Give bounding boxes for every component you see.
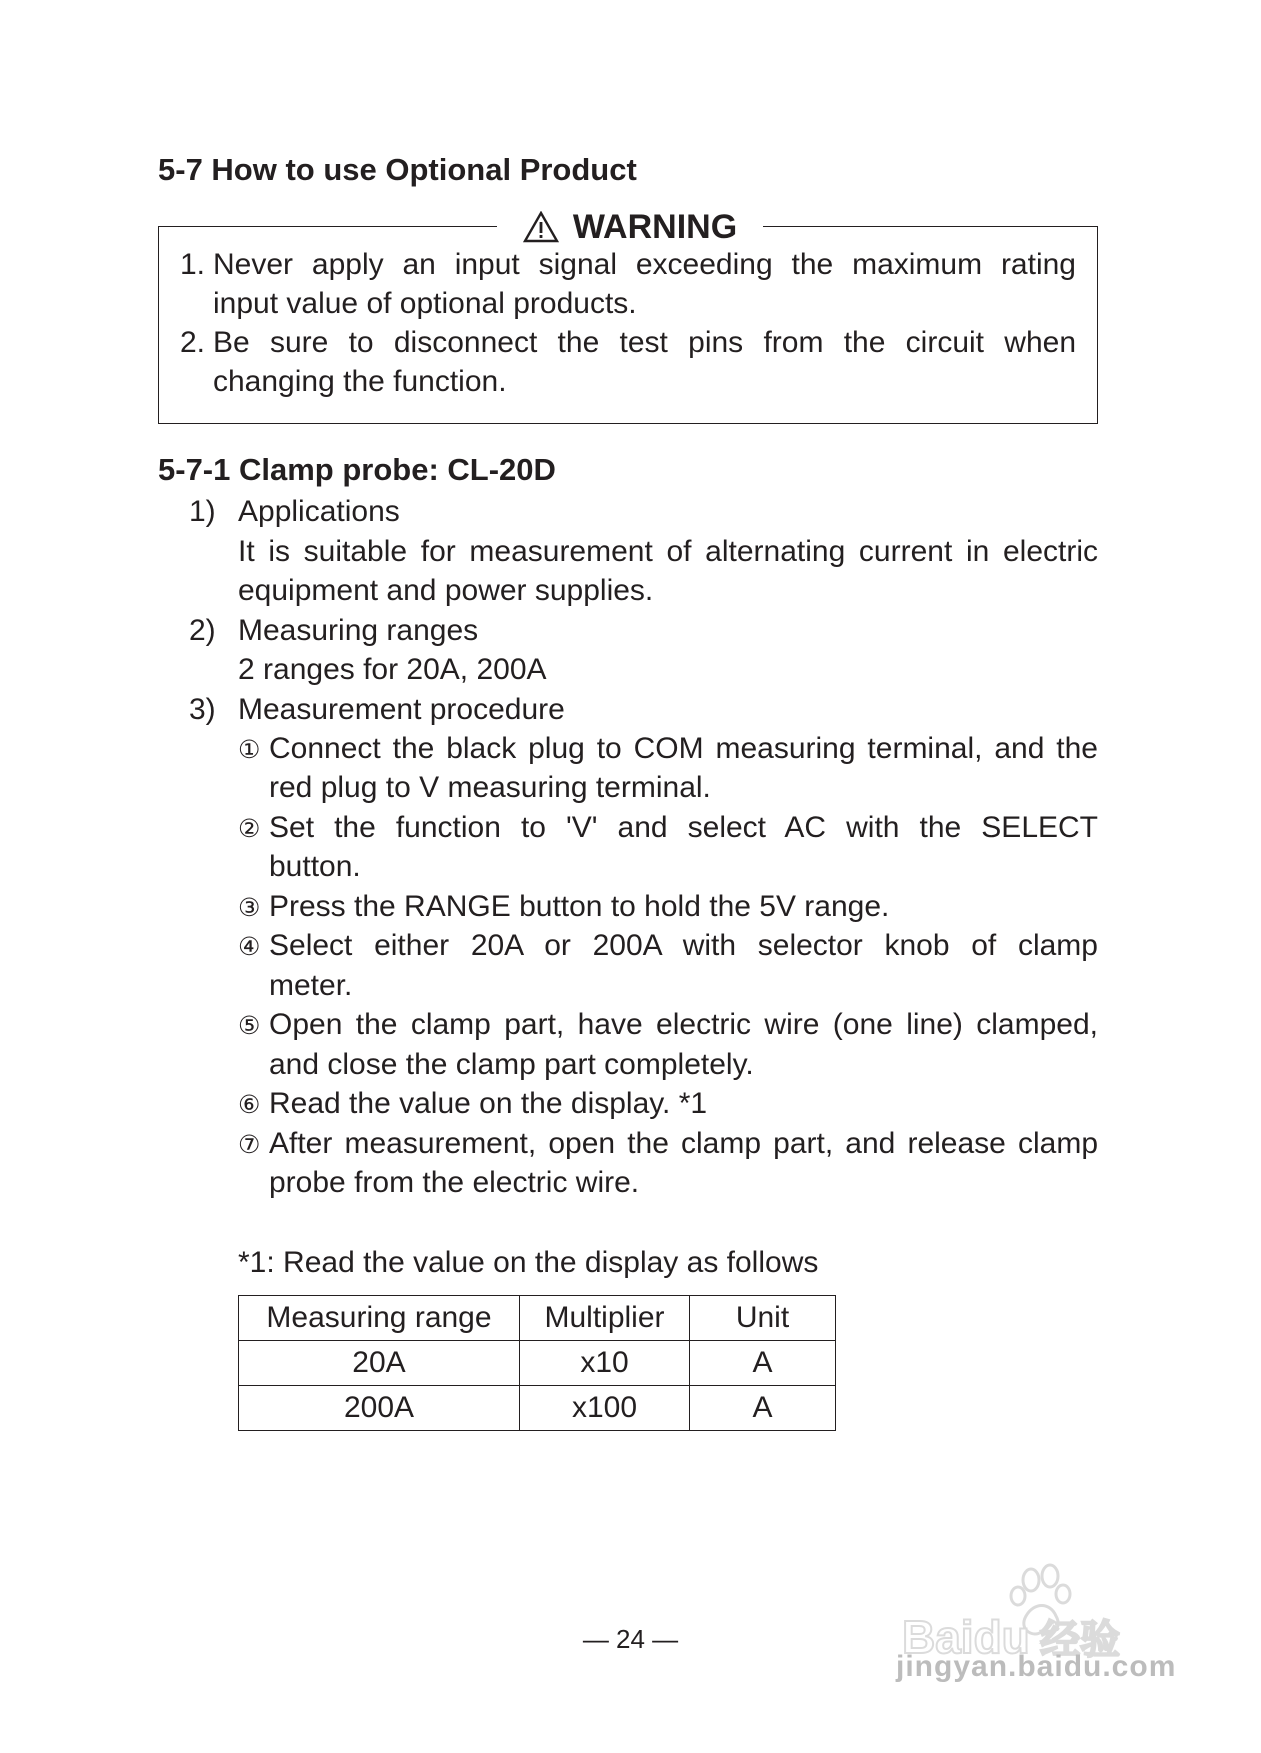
step-3-line-1: Press the RANGE button to hold the 5V range.: [269, 890, 890, 923]
table-row: [239, 1386, 836, 1431]
item-1-title: Applications: [238, 495, 400, 528]
table-cell: 200A: [239, 1386, 520, 1431]
warning-item-1-line-2: input value of optional products.: [213, 287, 637, 320]
step-5-mark: ⑤: [238, 1012, 261, 1040]
item-2-title: Measuring ranges: [238, 614, 479, 647]
table-cell: A: [690, 1386, 836, 1431]
svg-text:Baidu: Baidu: [902, 1611, 1030, 1663]
step-1-line-1: Connect the black plug to COM measuring terminal, and the: [269, 732, 1098, 765]
range-table: [238, 1295, 836, 1431]
table-cell: 20A: [239, 1341, 520, 1386]
item-2-line-1: 2 ranges for 20A, 200A: [238, 653, 547, 686]
warning-item-2-line-2: changing the function.: [213, 365, 507, 398]
step-7-line-1: After measurement, open the clamp part, and release clamp: [269, 1127, 1098, 1160]
step-1-line-2: red plug to V measuring terminal.: [269, 771, 711, 804]
table-header-row: [239, 1296, 836, 1341]
step-2-line-1: Set the function to 'V' and select AC with the SELECT: [269, 811, 1098, 844]
step-7-line-2: probe from the electric wire.: [269, 1166, 640, 1199]
step-2-mark: ②: [238, 815, 261, 843]
warning-heading: [497, 202, 763, 252]
step-5-line-2: and close the clamp part completely.: [269, 1048, 754, 1081]
warning-triangle-icon: [523, 211, 559, 243]
table-row: [239, 1341, 836, 1386]
watermark-url: jingyan.baidu.com: [896, 1650, 1177, 1683]
item-2-number: 2): [189, 614, 216, 647]
item-1-line-1: It is suitable for measurement of alternating current in electric: [238, 535, 1098, 568]
step-3-mark: ③: [238, 894, 261, 922]
warning-item-2-number: 2.: [180, 326, 206, 359]
step-4-line-1: Select either 20A or 200A with selector knob of clamp: [269, 929, 1098, 962]
table-cell: x10: [520, 1341, 690, 1386]
warning-item-2-line-1: Be sure to disconnect the test pins from the circuit when: [213, 326, 1076, 359]
table-header-cell: Unit: [690, 1296, 836, 1341]
step-4-line-2: meter.: [269, 969, 353, 1002]
table-cell: x100: [520, 1386, 690, 1431]
warning-heading-text: WARNING: [572, 207, 738, 246]
page-number: — 24 —: [582, 1624, 679, 1654]
baidu-watermark-logo: [898, 1558, 1198, 1708]
table-cell: A: [690, 1341, 836, 1386]
item-3-title: Measurement procedure: [238, 693, 565, 726]
table-header-cell: Measuring range: [239, 1296, 520, 1341]
section-title: 5-7 How to use Optional Product: [158, 152, 637, 187]
step-5-line-1: Open the clamp part, have electric wire (one line) clamped,: [269, 1008, 1098, 1041]
warning-item-1-line-1: Never apply an input signal exceeding the maximum rating: [213, 248, 1076, 281]
item-3-number: 3): [189, 693, 216, 726]
warning-item-1-number: 1.: [180, 248, 206, 281]
footnote: *1: Read the value on the display as follows: [238, 1246, 819, 1279]
step-4-mark: ④: [238, 933, 261, 961]
item-1-line-2: equipment and power supplies.: [238, 574, 654, 607]
step-6-line-1: Read the value on the display. *1: [269, 1087, 708, 1120]
step-1-mark: ①: [238, 736, 261, 764]
step-2-line-2: button.: [269, 850, 361, 883]
step-6-mark: ⑥: [238, 1091, 261, 1119]
subsection-title: 5-7-1 Clamp probe: CL-20D: [158, 452, 556, 487]
svg-text:经验: 经验: [1040, 1618, 1120, 1662]
table-header-cell: Multiplier: [520, 1296, 690, 1341]
step-7-mark: ⑦: [238, 1131, 261, 1159]
item-1-number: 1): [189, 495, 216, 528]
